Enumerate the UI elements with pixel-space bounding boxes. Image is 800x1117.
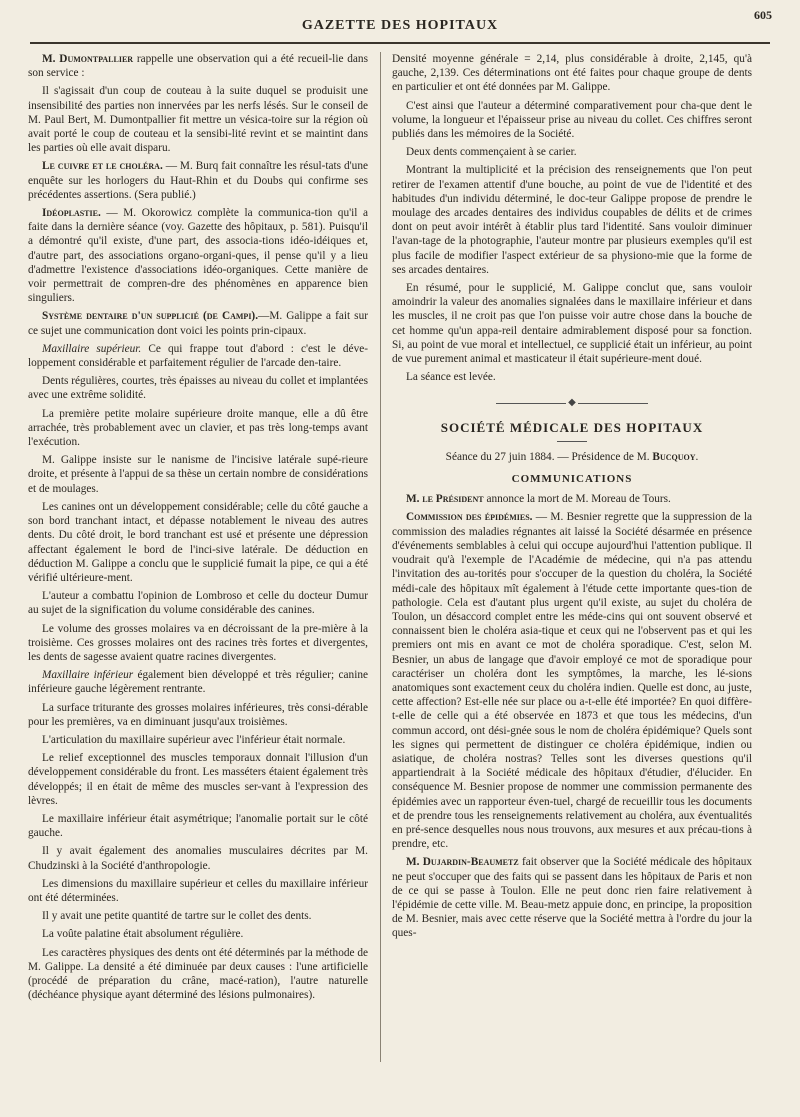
- paragraph: [392, 145, 752, 159]
- paragraph: [28, 342, 368, 370]
- paragraph: [28, 453, 368, 496]
- paragraph-text: C'est ainsi que l'auteur a déterminé comparativement pour cha-que dent le volume, la longueur et l'épaisseur prise au niveau du collet. Ces chiffres seront publiés dans les mémoires de la Société.: [392, 99, 752, 141]
- paragraph-text: Il y avait également des anomalies musculaires décrites par M. Chudzinski à la Société d'anthropologie.: [28, 845, 368, 872]
- paragraph-text: — M. Burq fait connaître les résul-tats d'une enquête sur les horlogers du Haut-Rhin et du Doubs qui confirme ses précédentes assertions. (Sera publié.): [28, 160, 368, 201]
- paragraph: [392, 510, 752, 851]
- paragraph: [28, 622, 368, 665]
- section-separator: ◆: [392, 396, 752, 410]
- paragraph-lead: Commission des épidémies.: [406, 511, 533, 524]
- paragraph-lead: Le cuivre et le choléra.: [42, 160, 163, 173]
- paragraph-text: Ce qui frappe tout d'abord : c'est le déve-loppement considérable et parfaitement régulier de l'arcade den-taire.: [28, 342, 368, 370]
- paragraph: [392, 99, 752, 142]
- paragraph-text: rappelle une observation qui a été recueil-lie dans son service :: [28, 53, 368, 80]
- section-title: SOCIÉTÉ MÉDICALE DES HOPITAUX: [440, 419, 704, 435]
- paragraph-text: Il s'agissait d'un coup de couteau à la suite duquel se produisit une insensibilité des parties non innervées par les nerfs lésés. Sur le conseil de M. Paul Bert, M. Dumontpallier fit mettre un vésica-toire sur la région où avait porté le coup de couteau et la sensibi-lité revint et se maintint dans les parties où elle avait disparu.: [28, 85, 368, 155]
- paragraph-lead: M. Dujardin-Beaumetz: [406, 856, 519, 869]
- paragraph: [28, 374, 368, 402]
- paragraph: [28, 946, 368, 1003]
- paragraph: [28, 589, 368, 617]
- paragraph: [28, 877, 368, 905]
- paragraph: [392, 855, 752, 940]
- paragraph-italic-lead: Maxillaire supérieur.: [42, 342, 142, 355]
- paragraph-lead: Idéoplastie.: [42, 207, 101, 220]
- paragraph-text: Le maxillaire inférieur était asymétrique; l'anomalie portait sur le côté gauche.: [28, 812, 368, 840]
- paragraph-text: La surface triturante des grosses molaires inférieures, très consi-dérable pour les premières, va en diminuant jusqu'aux troisièmes.: [28, 701, 368, 728]
- paragraph-text: — M. Okorowicz complète la communica-tion qu'il a faite dans la dernière séance (voy. Gazette des hôpitaux, p. 581). Puisqu'il a démontré qu'il existe, d'une part, des associa-tions idéo-idéiques et, d'autre part, des associations organo-organi-ques, il pense qu'il y a lieu d'admettre l'existence d'associations idéo-organiques. Cette manière de voir permettrait de compren-dre des phénomènes en apparence bien singuliers.: [28, 207, 368, 305]
- paragraph-text: — M. Besnier regrette que la suppression de la commission des maladies régnantes ait laissé la Société désarmée en présence d'événements semblables à celui qui occupe aujourd'hui l'attention publique. Il voudrait qu'à l'exemple de l'Académie de médecine, qui n'a pas attendu l'invitation des au-torités pour s'occuper de la question du choléra, la Société médi-cale des hôpitaux mît également à l'étude cette importante ques-tion de pathologie. Cela est d'autant plus urgent qu'il existe, au sujet du choléra de Toulon, un désaccord complet entre les méde-cins qui ont souvent observé et connaissent bien le choléra asia-tique et ceux qui ne l'observent pas et qui les premiers ont mis en avant ce mot de choléra sporadique. C'est, selon M. Besnier, un abus de langage que d'avoir employé ce mot de sporadique pour caractériser un choléra dont les symptômes, la marche, les lé-sions anatomiques sont exactement ceux du choléra indien. Quelle est donc, au juste, cette affection? Est-elle née sur place ou a-t-elle été importée? En quoi diffère-t-elle de celle qui a été observée en 1873 et que tous les médecins, d'un commun accord, ont dési-gnée sous le nom de choléra épidémique? Quels sont les signes qui permettent de distinguer ce choléra épidémique, indien ou asiatique, de choléra nostras? Telles sont les diverses questions qu'il appartiendrait à la Société médicale des hôpitaux d'étudier, d'élucider. En conséquence M. Besnier propose de nommer une commission permanente des épidémies avec un rapporteur éven-tuel, chargé de recueillir tous les documents et de prendre tous les renseignements relativement au choléra, aux éventualités en pré-sence desquelles nous nous trouvons, aux mesures et aux précau-tions à prendre, etc.: [392, 511, 752, 851]
- paragraph-text: —M. Galippe a fait sur ce sujet une communication dont voici les points prin-cipaux.: [28, 310, 368, 337]
- paragraph-text: M. Galippe insiste sur le nanisme de l'incisive latérale supé-rieure droite, et présente à l'appui de sa thèse un certain nombre de considérations et de moulages.: [28, 454, 368, 495]
- paragraph: [28, 668, 368, 696]
- paragraph: [392, 370, 752, 384]
- paragraph: [28, 927, 368, 941]
- subsection-title: COMMUNICATIONS: [511, 473, 633, 486]
- paragraph: [28, 159, 368, 202]
- paragraph-text: Les canines ont un développement considérable; celle du côté gauche a son bord tranchant intact, et dépasse notablement le niveau des autres dents. Du côté droit, le bord tranchant est usé et présente une dépression affectant également le bord de l'inci-sive latérale. De déduction en déduction M. Galippe a conclu que le supplicié fumait la pipe, ce qui a été vérifié ultérieure-ment.: [28, 500, 368, 584]
- paragraph: [28, 206, 368, 305]
- paragraph: [28, 844, 368, 872]
- section-short-rule: [557, 441, 587, 442]
- paragraph-text: L'auteur a combattu l'opinion de Lombroso et celle du docteur Dumur au sujet de la signification du volume considérable des canines.: [28, 590, 368, 617]
- paragraph-text: Le relief exceptionnel des muscles temporaux donnait l'illusion d'un développement considérable du front. Les masséters étaient également très développés; il en était de même des muscles ser-vant à l'expression des lèvres.: [28, 752, 368, 807]
- paragraph: [28, 52, 368, 80]
- paragraph: [392, 163, 752, 277]
- paragraph: [28, 407, 368, 450]
- paragraph-text: La première petite molaire supérieure droite manque, elle a dû être arrachée, très probablement avec un clavier, et pas très long-temps avant l'exécution.: [28, 407, 368, 449]
- president-name: Bucquoy: [652, 450, 696, 463]
- paragraph-italic-lead: Maxillaire inférieur: [42, 669, 134, 682]
- column-divider: [380, 52, 381, 1062]
- seance-line: Séance du 27 juin 1884. — Présidence de M. Bucquoy.: [445, 450, 699, 463]
- paragraph-text: En résumé, pour le supplicié, M. Galippe conclut que, sans vouloir amoindrir la valeur des anomalies signalées dans le maxillaire inférieur et dans les muscles, il ne croit pas que l'on puisse voir autre chose dans la bouche de cet homme qu'un appa-reil dentaire admirablement disposé pour sa fonction. Si, au point de vue moral et intellectuel, ce supplicié était un inférieur, au point de vue purement animal et masticateur il était supérieure-ment doué.: [392, 282, 752, 366]
- paragraph-lead: M. Dumontpallier: [42, 53, 134, 65]
- paragraph: [28, 500, 368, 585]
- paragraph: [392, 52, 752, 95]
- paragraph-lead: Système dentaire d'un supplicié (de Campi).: [42, 310, 259, 323]
- running-title: GAZETTE DES HOPITAUX: [301, 18, 499, 33]
- paragraph-text: fait observer que la Société médicale des hôpitaux ne peut s'occuper que des faits qui se passent dans les hôpitaux de Paris et non de ce qui se passe à Toulon. Elle ne peut donc rien faire relativement à l'épidémie de cette ville. M. Beau-metz appuie donc, en principe, la proposition de M. Besnier, mais avec cette réserve que la Société mettra à l'ordre du jour la ques-: [392, 856, 752, 940]
- paragraph-text: Les caractères physiques des dents ont été déterminés par la méthode de M. Galippe. La densité a été diminuée par deux causes : l'une artificielle (procédé de préparation du crâne, macé-ration), l'autre naturelle (déchéance physique ayant déterminé des lésions pulmonaires).: [28, 946, 368, 1002]
- paragraph-text: également bien développé et très régulier; canine inférieure gauche légèrement rentrante.: [28, 669, 368, 696]
- right-column: [392, 52, 752, 945]
- paragraph: [28, 84, 368, 155]
- paragraph: [28, 751, 368, 808]
- paragraph: [28, 812, 368, 840]
- paragraph: [28, 701, 368, 729]
- paragraph: [28, 733, 368, 747]
- paragraph: [28, 309, 368, 337]
- paragraph-text: annonce la mort de M. Moreau de Tours.: [483, 493, 671, 506]
- paragraph-text: Les dimensions du maxillaire supérieur et celles du maxillaire inférieur ont été déterminées.: [28, 877, 368, 904]
- right-column-bottom: [392, 492, 752, 940]
- paragraph-text: Montrant la multiplicité et la précision des renseignements que l'on peut retirer de l'examen attentif d'une bouche, au point de vue de l'identité et des habitudes d'un individu déterminé, le doc-teur Galippe propose de prendre le moulage des arcades dentaires des individus coupables de délits et de crimes dont on peut avoir intérêt à établir plus tard l'identité. Sans vouloir diminuer l'avan-tage de la photographie, l'auteur montre par plusieurs exemples qu'il est plus facile de modifier l'aspect extérieur de sa physiono-mie que la forme de ses arcades dentaires.: [392, 164, 752, 276]
- paragraph-text: La voûte palatine était absolument régulière.: [42, 928, 244, 941]
- right-column-top: [392, 52, 752, 384]
- paragraph-text: Densité moyenne générale = 2,14, plus considérable à droite, 2,145, qu'à gauche, 2,139. Ces déterminations ont été faites pour chaque groupe de dents en particulier et ont été données par M. Galippe.: [392, 53, 752, 94]
- paragraph-lead: M. le Président: [406, 493, 484, 506]
- paragraph-text: Deux dents commençaient à se carier.: [406, 146, 577, 159]
- seance-text: Séance du 27 juin 1884. — Présidence de M.: [445, 450, 653, 463]
- page-number: 605: [754, 8, 772, 22]
- paragraph: [392, 281, 752, 366]
- paragraph-text: Dents régulières, courtes, très épaisses au niveau du collet et implantées avec une extrême solidité.: [28, 375, 368, 402]
- paragraph: [392, 492, 752, 506]
- paragraph-text: La séance est levée.: [406, 371, 496, 384]
- paragraph-text: Le volume des grosses molaires va en décroissant de la pre-mière à la troisième. Ces grosses molaires ont des racines très fortes et divergentes, les dents de sagesse avaient quatre racines divergentes.: [28, 622, 368, 663]
- paragraph-text: Il y avait une petite quantité de tartre sur le collet des dents.: [42, 910, 312, 923]
- left-column: [28, 52, 368, 1006]
- header-rule: [30, 42, 770, 44]
- page-header: [20, 8, 780, 38]
- paragraph-text: L'articulation du maxillaire supérieur avec l'inférieur était normale.: [42, 733, 346, 746]
- paragraph: [28, 909, 368, 923]
